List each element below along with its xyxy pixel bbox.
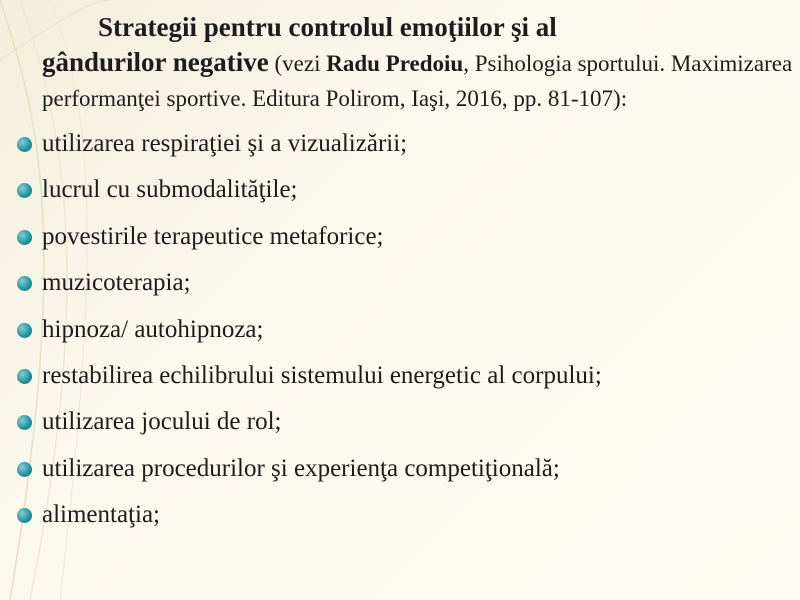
list-item bbox=[14, 353, 794, 399]
bullet-icon bbox=[17, 462, 32, 477]
bullet-icon bbox=[17, 137, 32, 152]
list-item-text: restabilirea echilibrului sistemului energetic al corpului; bbox=[42, 362, 602, 390]
bullet-icon bbox=[17, 415, 32, 430]
title-ref-open: (vezi bbox=[268, 51, 327, 76]
bullet-icon bbox=[17, 276, 32, 291]
list-item-text: lucrul cu submodalităţile; bbox=[42, 176, 298, 204]
title-ref-rest: , Psihologia sportului. Maximizarea performanţei sportive. Editura Polirom, Iaşi, 2016, pp. 81-107): bbox=[42, 51, 793, 111]
list-item-text: utilizarea procedurilor şi experienţa competiţională; bbox=[42, 454, 560, 482]
title-line-2: gândurilor negative bbox=[42, 47, 269, 77]
strategy-list bbox=[14, 121, 794, 539]
list-item-text: muzicoterapia; bbox=[42, 269, 191, 297]
list-item bbox=[14, 167, 794, 213]
bullet-icon bbox=[17, 230, 32, 245]
list-item bbox=[14, 446, 794, 492]
list-item bbox=[14, 307, 794, 353]
title-line-1: Strategii pentru controlul emoţiilor şi al bbox=[98, 12, 557, 42]
slide-title bbox=[42, 10, 794, 116]
title-ref-author: Radu Predoiu bbox=[326, 51, 464, 76]
list-item-text: povestirile terapeutice metaforice; bbox=[42, 222, 384, 250]
list-item-text: utilizarea jocului de rol; bbox=[42, 408, 282, 436]
slide-content bbox=[14, 10, 794, 539]
bullet-icon bbox=[17, 183, 32, 198]
list-item-text: alimentaţia; bbox=[42, 501, 161, 529]
list-item bbox=[14, 492, 794, 538]
bullet-icon bbox=[17, 508, 32, 523]
bullet-icon bbox=[17, 369, 32, 384]
list-item-text: utilizarea respiraţiei şi a vizualizării; bbox=[42, 130, 408, 157]
list-item bbox=[14, 214, 794, 260]
list-item bbox=[14, 399, 794, 445]
bullet-icon bbox=[17, 323, 32, 338]
list-item-text: hipnoza/ autohipnoza; bbox=[42, 315, 264, 343]
list-item bbox=[14, 260, 794, 306]
list-item bbox=[14, 121, 794, 167]
